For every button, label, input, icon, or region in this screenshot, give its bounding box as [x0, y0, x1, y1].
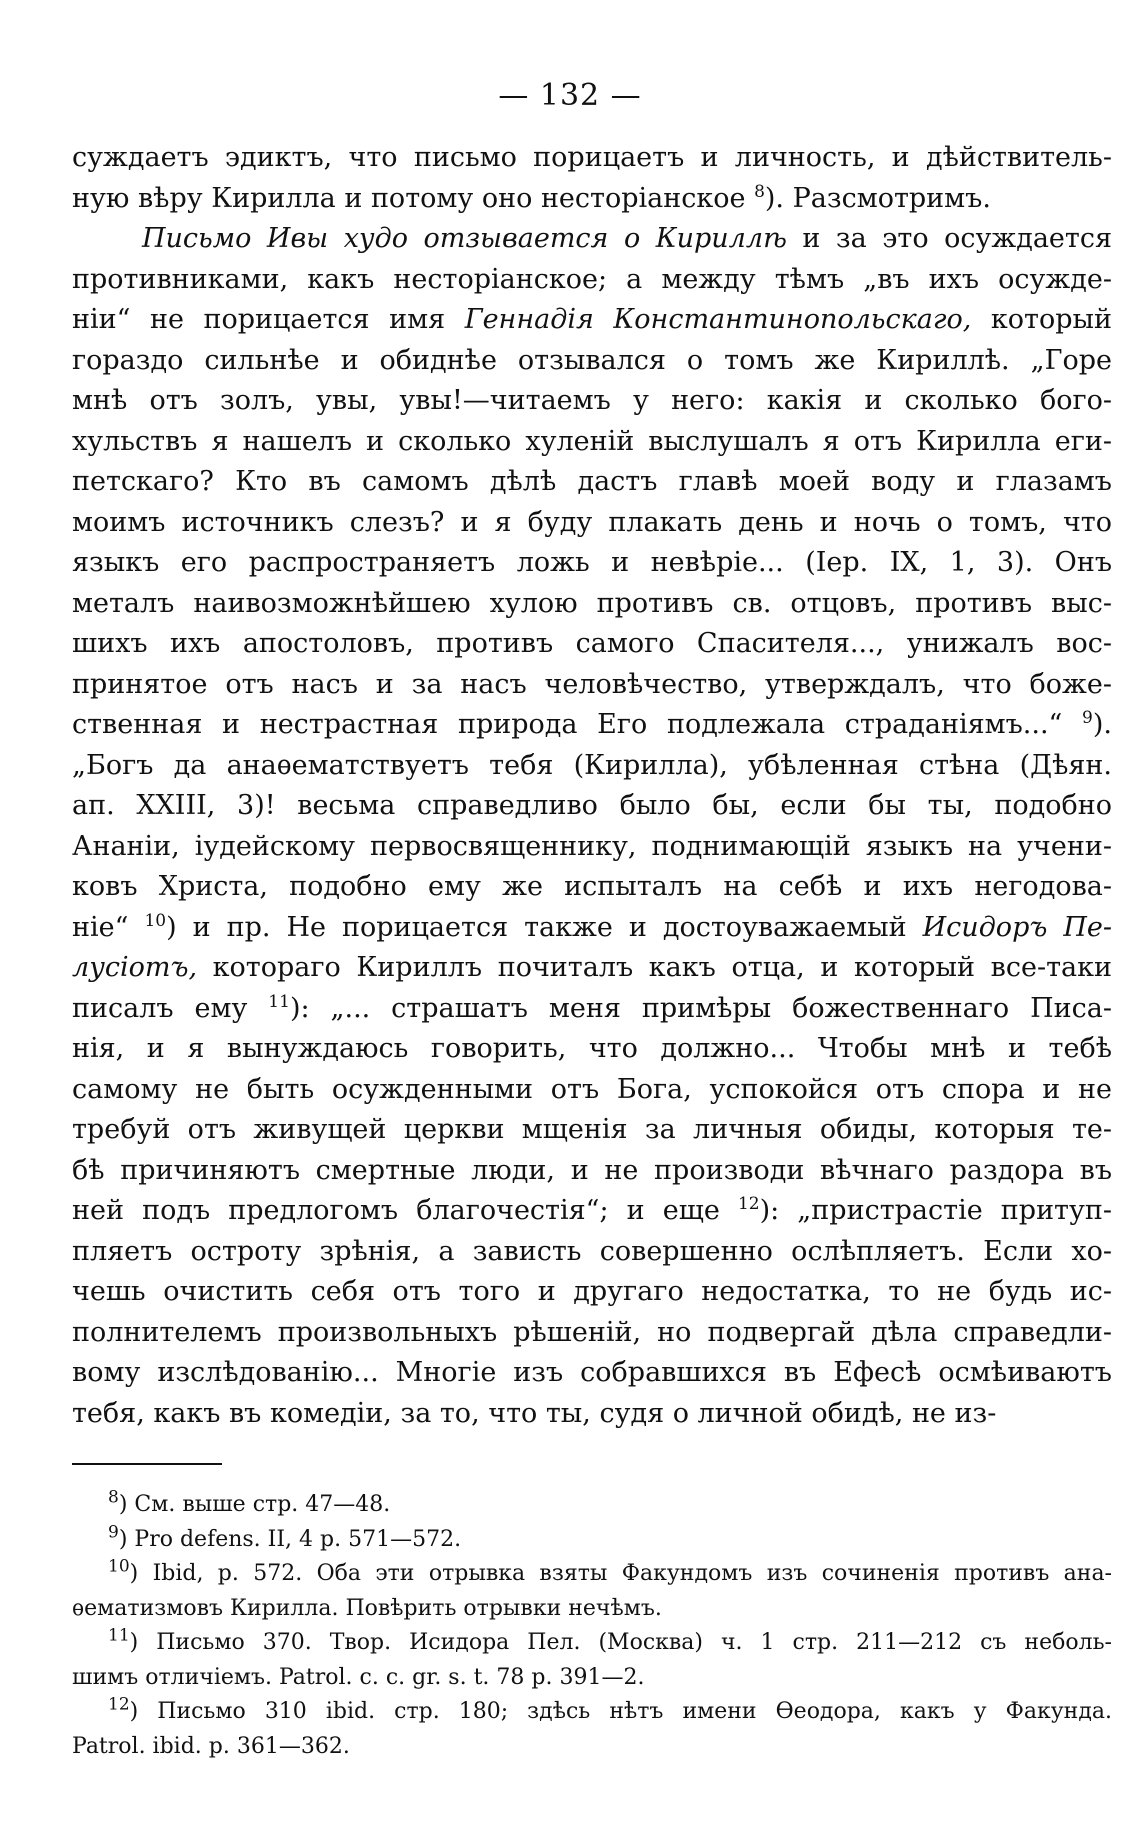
text-run: ) Письмо 310 ibid. стр. 180; здѣсь нѣтъ имени Ѳеодора, какъ у Факунда.	[129, 1699, 1112, 1724]
text-line	[72, 381, 1112, 422]
italic-text: Геннадія Константинопольскаго,	[464, 304, 972, 335]
text-run: „Богъ да анаѳематствуетъ тебя (Кирилла), убѣленная стѣна (Дѣян.	[72, 749, 1112, 781]
main-text	[72, 138, 1112, 1434]
text-run: металъ наивозможнѣйшею хулою противъ св. отцовъ, противъ выс-	[72, 587, 1112, 619]
text-line	[72, 138, 1112, 179]
italic-text: Исидоръ Пе-	[922, 911, 1113, 943]
footnote-divider	[72, 1463, 222, 1465]
text-run: суждаетъ эдиктъ, что письмо порицаетъ и личность, и дѣйствитель-	[72, 142, 1112, 173]
text-run: ) См. выше стр. 47—48.	[118, 1492, 391, 1517]
text-run: ніе“	[72, 911, 145, 943]
footnote	[72, 1523, 1112, 1558]
text-run: ) Письмо 370. Твор. Исидора Пел. (Москва) ч. 1 стр. 211—212 съ неболь-	[129, 1630, 1112, 1655]
text-line	[72, 462, 1112, 503]
footnote-line	[72, 1695, 1112, 1730]
text-line	[72, 624, 1112, 665]
text-run: мнѣ отъ золъ, увы, увы!—читаемъ у него: какія и сколько бого-	[72, 385, 1112, 416]
text-run: бѣ причиняютъ смертные люди, и не производи вѣчнаго раздора въ	[72, 1154, 1112, 1186]
text-run: моимъ источникъ слезъ? и я буду плакать день и ночь о томъ, что	[72, 506, 1112, 538]
text-run: хульствъ я нашелъ и сколько хуленій выслушалъ я отъ Кирилла еги-	[72, 425, 1112, 457]
text-run: противниками, какъ несторіанское; а между тѣмъ „въ ихъ осужде-	[72, 263, 1112, 295]
footnote-line	[72, 1661, 1112, 1696]
text-line	[72, 179, 1112, 220]
footnote-ref: 11	[268, 991, 290, 1012]
text-run: который	[971, 304, 1112, 335]
text-line	[72, 989, 1112, 1030]
text-line	[72, 746, 1112, 787]
text-run: требуй отъ живущей церкви мщенія за личныя обиды, которыя те-	[72, 1114, 1112, 1145]
text-line	[72, 1070, 1112, 1111]
text-line	[72, 1029, 1112, 1070]
text-run: самому не быть осужденными отъ Бога, успокойся отъ спора и не	[72, 1073, 1112, 1105]
footnote	[72, 1626, 1112, 1695]
text-line	[72, 1353, 1112, 1394]
text-line	[72, 1191, 1112, 1232]
text-run: ) и пр. Не порицается также и достоуважаемый	[166, 911, 923, 943]
text-line	[72, 867, 1112, 908]
text-line	[72, 665, 1112, 706]
text-line	[72, 948, 1112, 989]
text-line	[72, 219, 1112, 260]
footnote-ref: 9	[1082, 708, 1093, 728]
text-run: и за это осуждается	[786, 223, 1112, 254]
text-line	[72, 705, 1112, 746]
text-run: ственная и нестрастная природа Его подлежала страданіямъ...“	[72, 709, 1083, 740]
italic-text: Письмо Ивы худо отзывается о Кириллѣ	[142, 223, 787, 254]
text-line	[72, 1151, 1112, 1192]
text-run: ).	[1092, 709, 1112, 740]
footnote-line	[72, 1730, 1112, 1765]
text-run: принятое отъ насъ и за насъ человѣчество, утверждалъ, что боже-	[72, 668, 1112, 700]
footnote-ref: 10	[144, 910, 167, 931]
text-run: вому изслѣдованію... Многіе изъ собравшихся въ Ефесѣ осмѣиваютъ	[72, 1357, 1112, 1388]
text-line	[72, 503, 1112, 544]
footnote-line	[72, 1488, 1112, 1523]
text-line	[72, 260, 1112, 301]
text-line	[72, 341, 1112, 382]
footnote-ref: 12	[108, 1694, 130, 1715]
footnote	[72, 1695, 1112, 1764]
text-line	[72, 300, 1112, 341]
footnote-line	[72, 1523, 1112, 1558]
footnote-ref: 8	[754, 181, 765, 202]
footnote	[72, 1488, 1112, 1523]
text-run: шихъ ихъ апостоловъ, противъ самого Спасителя..., унижалъ вос-	[72, 628, 1112, 659]
text-run: ную вѣру Кирилла и потому оно несторіанское	[72, 182, 755, 214]
text-line	[72, 1313, 1112, 1354]
text-run: ). Разсмотримъ.	[764, 182, 991, 214]
text-run: писалъ ему	[72, 992, 269, 1024]
text-line	[72, 908, 1112, 949]
text-run: ней подъ предлогомъ благочестія“; и еще	[72, 1195, 738, 1226]
text-run: ап. XXIII, 3)! весьма справедливо было бы, если бы ты, подобно	[72, 790, 1112, 821]
text-run: шимъ отличіемъ. Patrol. c. c. gr. s. t. 78 p. 391—2.	[72, 1664, 645, 1690]
text-line	[72, 584, 1112, 625]
text-run: ): „пристрастіе притуп-	[759, 1195, 1113, 1226]
footnote-ref: 10	[108, 1556, 130, 1577]
footnote-ref: 12	[737, 1194, 760, 1214]
text-run: ) Pro defens. II, 4 p. 571—572.	[118, 1526, 462, 1552]
footnote-line	[72, 1557, 1112, 1592]
text-run: ): „... страшатъ меня примѣры божественнаго Писа-	[289, 992, 1112, 1024]
text-line	[72, 543, 1112, 584]
italic-text: лусіотъ,	[72, 952, 198, 983]
text-run: Patrol. ibid. p. 361—362.	[72, 1733, 350, 1759]
text-line	[72, 1394, 1112, 1435]
footnote-ref: 9	[108, 1522, 119, 1543]
text-line	[72, 1232, 1112, 1273]
text-line	[72, 1272, 1112, 1313]
text-run: нія, и я вынуждаюсь говорить, что должно... Чтобы мнѣ и тебѣ	[72, 1033, 1112, 1064]
footnotes	[72, 1488, 1112, 1764]
text-run: языкъ его распространяетъ ложь и невѣріе... (Іер. IX, 1, 3). Онъ	[72, 547, 1112, 578]
text-run: ковъ Христа, подобно ему же испыталъ на себѣ и ихъ негодова-	[72, 871, 1112, 902]
footnote-ref: 11	[108, 1625, 130, 1646]
text-line	[72, 786, 1112, 827]
footnote-ref: 8	[108, 1487, 119, 1508]
text-run: Ананіи, іудейскому первосвященнику, поднимающій языкъ на учени-	[72, 830, 1112, 862]
text-run: петскаго? Кто въ самомъ дѣлѣ дастъ главѣ моей воду и глазамъ	[72, 466, 1112, 497]
text-run: пляетъ остроту зрѣнія, а зависть совершенно ослѣпляетъ. Если хо-	[72, 1235, 1112, 1267]
page-number: — 132 —	[498, 78, 642, 113]
text-run: котораго Кириллъ почиталъ какъ отца, и который все-таки	[197, 952, 1112, 983]
text-run: тебя, какъ въ комедіи, за то, что ты, судя о личной обидѣ, не из-	[72, 1397, 997, 1429]
text-line	[72, 422, 1112, 463]
footnote-line	[72, 1626, 1112, 1661]
text-line	[72, 1110, 1112, 1151]
text-run: ) Ibid, p. 572. Оба эти отрывка взяты Факундомъ изъ сочиненія противъ ана-	[129, 1561, 1112, 1586]
text-run: чешь очистить себя отъ того и другаго недостатка, то не будь ис-	[72, 1276, 1112, 1307]
text-line	[72, 827, 1112, 868]
text-run: ніи“ не порицается имя	[72, 304, 465, 335]
footnote-line	[72, 1592, 1112, 1627]
text-run: гораздо сильнѣе и обиднѣе отзывался о томъ же Кириллѣ. „Горе	[72, 344, 1112, 376]
footnote	[72, 1557, 1112, 1626]
text-run: ѳематизмовъ Кирилла. Повѣрить отрывки нечѣмъ.	[72, 1595, 662, 1621]
text-run: полнителемъ произвольныхъ рѣшеній, но подвергай дѣла справедли-	[72, 1316, 1112, 1348]
